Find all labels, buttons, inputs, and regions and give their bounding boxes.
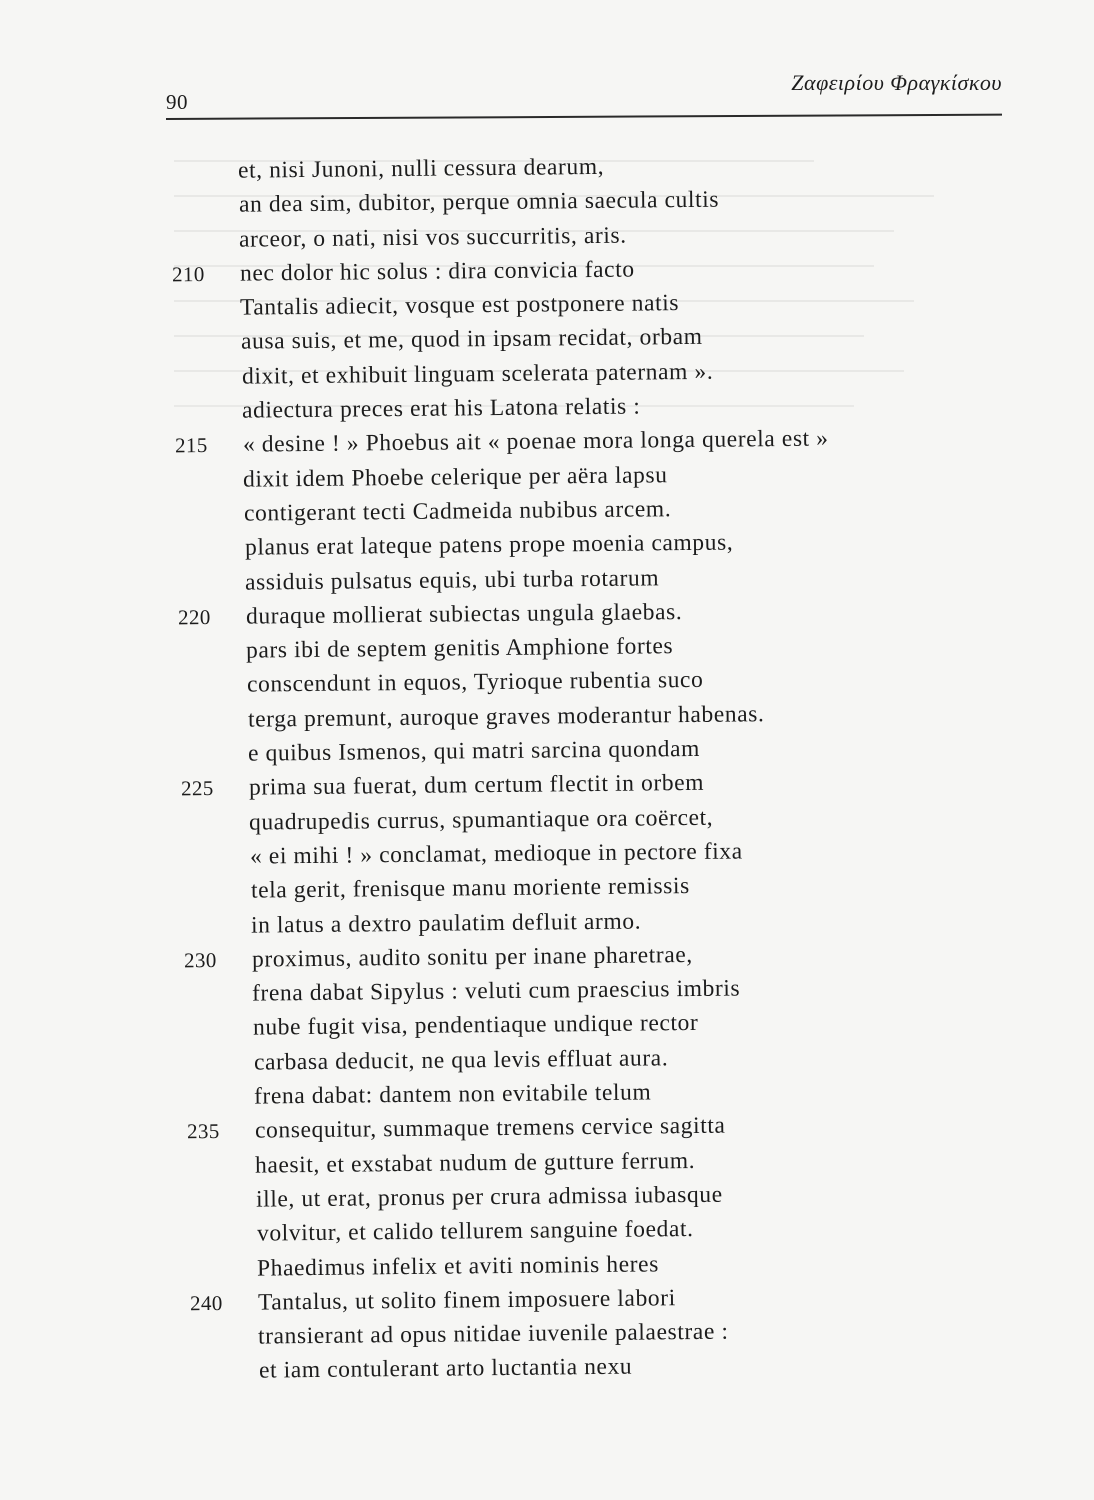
line-number: 225 bbox=[180, 776, 214, 801]
verse-text: frena dabat: dantem non evitabile telum bbox=[254, 1079, 652, 1110]
verse-text: frena dabat Sipylus : veluti cum praescius imbris bbox=[252, 975, 741, 1007]
line-number: 220 bbox=[177, 604, 211, 630]
verse-text: in latus a dextro paulatim defluit armo. bbox=[251, 908, 642, 939]
line-number bbox=[186, 1080, 246, 1081]
line-number bbox=[171, 222, 231, 223]
verse-text: terga premunt, auroque graves moderantur habenas. bbox=[247, 700, 765, 733]
line-number bbox=[170, 154, 230, 155]
line-number bbox=[172, 291, 232, 292]
line-number bbox=[177, 565, 237, 566]
verse-text: pars ibi de septem genitis Amphione fortes bbox=[246, 633, 674, 664]
verse-text: consequitur, summaque tremens cervice sagitta bbox=[254, 1112, 726, 1144]
line-number bbox=[174, 394, 234, 395]
line-number bbox=[191, 1354, 251, 1355]
verse-text: dixit, et exhibuit linguam scelerata paternam ». bbox=[241, 358, 713, 390]
line-number: 235 bbox=[186, 1119, 220, 1144]
verse-text: dixit idem Phoebe celerique per aëra lapsu bbox=[243, 461, 669, 493]
verse-text: nec dolor hic solus : dira convicia facto bbox=[239, 256, 635, 287]
line-number bbox=[176, 531, 236, 532]
verse-text: tela gerit, frenisque manu moriente remissis bbox=[250, 873, 690, 904]
verse-text: nube fugit visa, pendentiaque undique rector bbox=[252, 1010, 699, 1042]
line-number bbox=[179, 668, 239, 669]
verse-text: transierant ad opus nitidae iuvenile palaestrae : bbox=[258, 1318, 730, 1350]
verse-text: an dea sim, dubitor, perque omnia saecula cultis bbox=[238, 186, 719, 218]
verse-text: Tantalus, ut solito finem imposuere labori bbox=[257, 1285, 676, 1316]
verse-text: et iam contulerant arto luctantia nexu bbox=[258, 1354, 633, 1384]
line-number bbox=[188, 1183, 248, 1184]
line-number bbox=[189, 1251, 249, 1252]
verse-text: carbasa deducit, ne qua levis effluat aura. bbox=[253, 1044, 668, 1076]
line-number: 240 bbox=[189, 1290, 223, 1316]
verse-line bbox=[181, 1346, 1020, 1389]
line-number bbox=[185, 1011, 245, 1012]
verse-text: « desine ! » Phoebus ait « poenae mora longa querela est » bbox=[242, 425, 829, 459]
verse-text: contigerant tecti Cadmeida nubibus arcem. bbox=[243, 496, 672, 527]
verse-text: assiduis pulsatus equis, ubi turba rotarum bbox=[245, 564, 660, 596]
running-head: Ζαφειρίου Φραγκίσκου bbox=[791, 70, 1002, 95]
verse-text: proximus, audito sonitu per inane pharetrae, bbox=[251, 941, 693, 973]
line-number bbox=[182, 840, 242, 841]
line-number bbox=[175, 462, 235, 463]
line-number: 210 bbox=[171, 261, 205, 287]
line-number bbox=[187, 1148, 247, 1149]
verse-text: adiectura preces erat his Latona relatis : bbox=[242, 393, 641, 424]
verse-text: ausa suis, et me, quod in ipsam recidat, orbam bbox=[240, 324, 703, 356]
verse-text: quadrupedis currus, spumantiaque ora coërcet, bbox=[249, 804, 714, 836]
line-number bbox=[178, 634, 238, 635]
verse-text: planus erat lateque patens prope moenia campus, bbox=[244, 529, 733, 561]
verse-text: « ei mihi ! » conclamat, medioque in pectore fixa bbox=[249, 838, 743, 870]
line-number bbox=[170, 188, 230, 189]
line-number bbox=[173, 360, 233, 361]
line-number bbox=[184, 977, 244, 978]
verse-text: prima sua fuerat, dum certum flectit in orbem bbox=[248, 770, 705, 801]
line-number bbox=[173, 325, 233, 326]
line-number bbox=[181, 805, 241, 806]
verse-text: volvitur, et calido tellurem sanguine foedat. bbox=[256, 1216, 694, 1247]
verse-text: Phaedimus infelix et aviti nominis heres bbox=[257, 1250, 660, 1282]
header-rule bbox=[166, 114, 1002, 120]
page-number: 90 bbox=[166, 90, 188, 114]
line-number: 215 bbox=[174, 433, 208, 458]
line-number: 230 bbox=[183, 947, 217, 973]
line-number bbox=[179, 702, 239, 703]
line-number bbox=[188, 1217, 248, 1218]
verse-text: e quibus Ismenos, qui matri sarcina quondam bbox=[248, 735, 701, 767]
verse-text: duraque mollierat subiectas ungula glaebas. bbox=[245, 598, 683, 630]
verse-text: et, nisi Junoni, nulli cessura dearum, bbox=[237, 153, 605, 184]
verse-text: ille, ut erat, pronus per crura admissa iubasque bbox=[255, 1181, 723, 1213]
verse-text: arceor, o nati, nisi vos succurritis, aris. bbox=[239, 222, 628, 253]
verse-text: haesit, et exstabat nudum de gutture ferrum. bbox=[255, 1147, 696, 1179]
line-number bbox=[176, 497, 236, 498]
line-number bbox=[183, 908, 243, 909]
verse-text: Tantalis adiecit, vosque est postponere natis bbox=[240, 290, 680, 321]
line-number bbox=[180, 737, 240, 738]
verse-text: conscendunt in equos, Tyrioque rubentia suco bbox=[246, 667, 704, 699]
line-number bbox=[190, 1320, 250, 1321]
verse-block bbox=[160, 150, 1020, 1385]
line-number bbox=[182, 874, 242, 875]
line-number bbox=[185, 1045, 245, 1046]
